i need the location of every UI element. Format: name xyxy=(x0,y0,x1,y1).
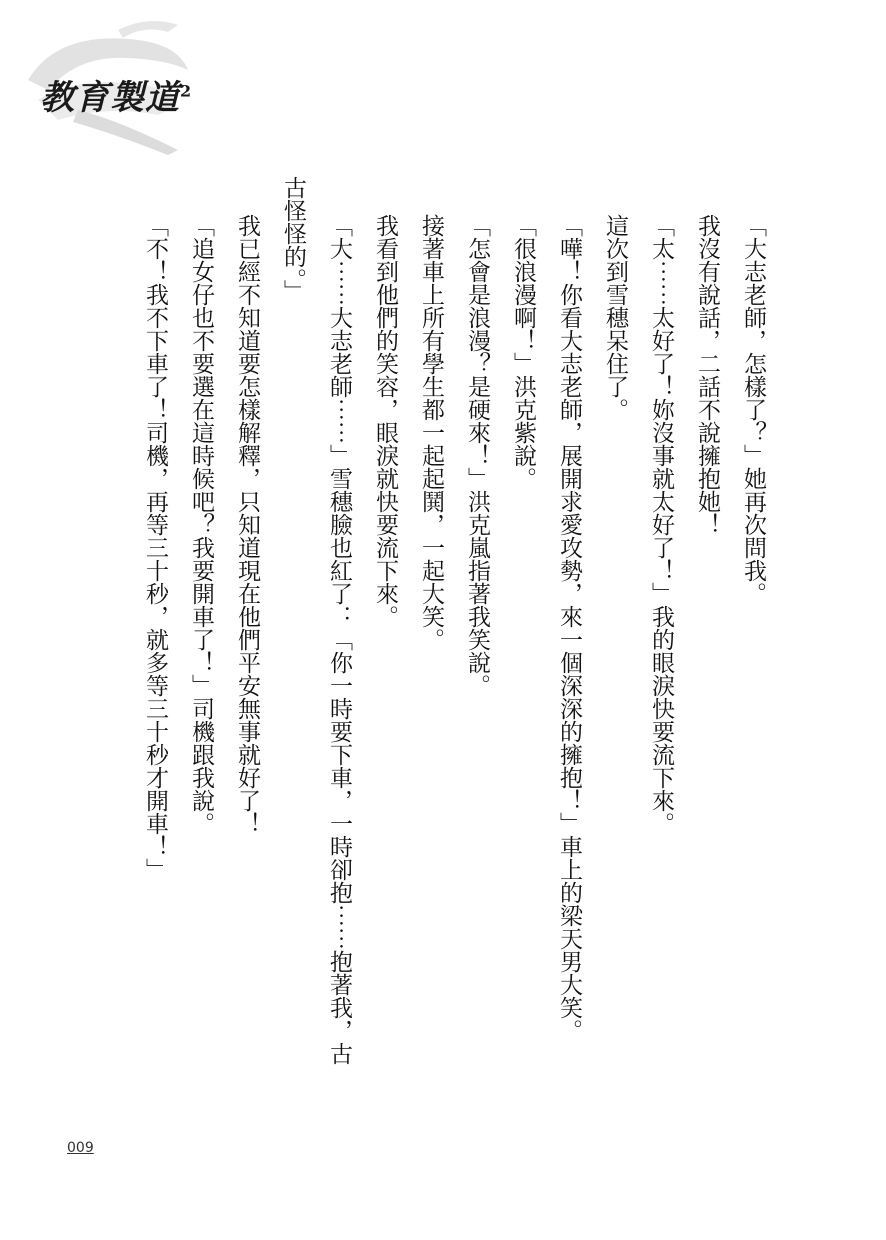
paragraph: 「很浪漫啊！」洪克紫說。 xyxy=(510,214,536,490)
paragraph: 「追女仔也不要選在這時候吧？我要開車了！」司機跟我說。 xyxy=(188,214,214,835)
paragraph: 我沒有說話，二話不說擁抱她！ xyxy=(694,214,720,536)
paragraph: 「嘩！你看大志老師，展開求愛攻勢，來一個深深的擁抱！」車上的梁天男大笑。 xyxy=(556,214,582,1042)
paragraph: 我已經不知道要怎樣解釋，只知道現在他們平安無事就好了！ xyxy=(234,214,260,835)
paragraph: 「大⋯⋯大志老師⋯⋯」雪穗臉也紅了：「你一時要下車，一時卻抱⋯⋯抱著我，古 xyxy=(326,214,352,1065)
paragraph: 「怎會是浪漫？是硬來！」洪克嵐指著我笑說。 xyxy=(464,214,490,697)
paragraph: 我看到他們的笑容，眼淚就快要流下來。 xyxy=(372,214,398,628)
paragraph: 「太⋯⋯太好了！妳沒事就太好了！」我的眼淚快要流下來。 xyxy=(648,214,674,835)
book-title xyxy=(40,70,192,119)
book-logo xyxy=(18,10,198,160)
paragraph: 這次到雪穗呆住了。 xyxy=(602,214,628,421)
paragraph: 「大志老師，怎樣了？」她再次問我。 xyxy=(740,214,766,605)
volume-number: 2 xyxy=(180,81,193,101)
paragraph: 接著車上所有學生都一起起鬨，一起大笑。 xyxy=(418,214,444,651)
paragraph: 「不！我不下車了！司機，再等三十秒，就多等三十秒才開車！」 xyxy=(142,214,168,881)
book-title-text: 教育製道 xyxy=(40,78,180,118)
page-number: 009 xyxy=(67,1140,94,1156)
paragraph: 古怪怪的。」 xyxy=(280,176,306,303)
